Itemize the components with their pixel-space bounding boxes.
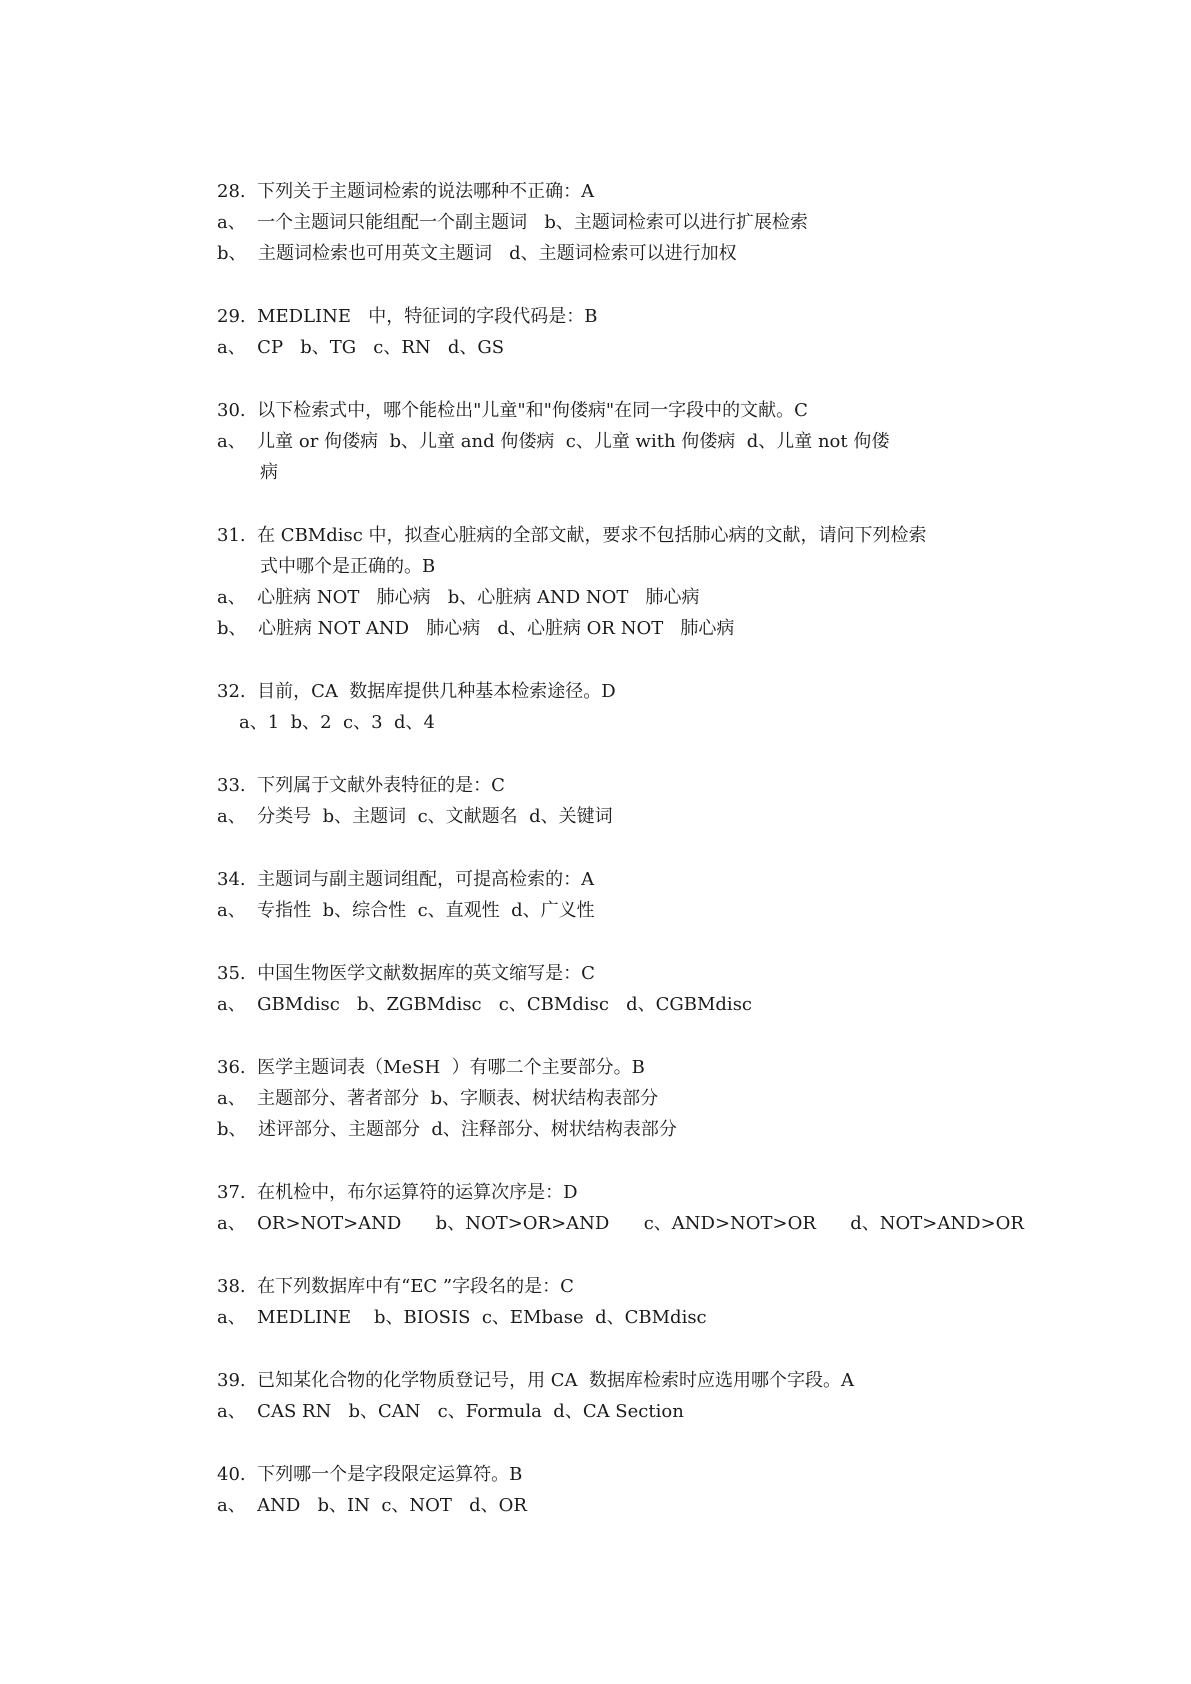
question-stem: 30. 以下检索式中，哪个能检出"儿童"和"佝偻病"在同一字段中的文献。C [217, 400, 808, 421]
document-body [217, 176, 1024, 1553]
question-29 [217, 301, 1017, 363]
option-line: a、 心脏病 NOT 肺心病 b、心脏病 AND NOT 肺心病 [217, 587, 700, 608]
question-33 [217, 770, 1017, 832]
option-line: b、 述评部分、主题部分 d、注释部分、树状结构表部分 [217, 1119, 677, 1140]
option-line: a、 主题部分、著者部分 b、字顺表、树状结构表部分 [217, 1088, 659, 1109]
question-stem-continuation: 式中哪个是正确的。B [260, 556, 436, 577]
question-stem: 31. 在 CBMdisc 中，拟查心脏病的全部文献，要求不包括肺心病的文献，请问下列检索 [217, 525, 927, 546]
option-line: a、1 b、2 c、3 d、4 [239, 712, 435, 733]
question-stem: 36. 医学主题词表（MeSH ）有哪二个主要部分。B [217, 1057, 645, 1078]
option-line: a、 GBMdisc b、ZGBMdisc c、CBMdisc d、CGBMdisc [217, 994, 753, 1015]
option-line: a、 AND b、IN c、NOT d、OR [217, 1495, 527, 1516]
question-31 [217, 520, 1017, 644]
question-stem: 38. 在下列数据库中有“EC ”字段名的是：C [217, 1276, 574, 1297]
question-37 [217, 1177, 1024, 1239]
option-line: a、 分类号 b、主题词 c、文献题名 d、关键词 [217, 806, 613, 827]
question-34 [217, 864, 1017, 926]
option-line: b、 心脏病 NOT AND 肺心病 d、心脏病 OR NOT 肺心病 [217, 618, 735, 639]
question-39 [217, 1365, 1017, 1427]
question-40 [217, 1459, 1017, 1521]
question-stem: 40. 下列哪一个是字段限定运算符。B [217, 1464, 523, 1485]
question-32 [217, 676, 1017, 738]
option-line: a、 儿童 or 佝偻病 b、儿童 and 佝偻病 c、儿童 with 佝偻病 d、儿童 not 佝偻 [217, 431, 890, 452]
option-line: a、 MEDLINE b、BIOSIS c、EMbase d、CBMdisc [217, 1307, 707, 1328]
question-stem: 39. 已知某化合物的化学物质登记号，用 CA 数据库检索时应选用哪个字段。A [217, 1370, 855, 1391]
question-30 [217, 395, 1017, 488]
option-line: b、 主题词检索也可用英文主题词 d、主题词检索可以进行加权 [217, 243, 737, 264]
question-stem: 28. 下列关于主题词检索的说法哪种不正确：A [217, 181, 595, 202]
question-35 [217, 958, 1017, 1020]
question-stem: 34. 主题词与副主题词组配，可提高检索的：A [217, 869, 595, 890]
question-38 [217, 1271, 1017, 1333]
option-line: a、 专指性 b、综合性 c、直观性 d、广义性 [217, 900, 595, 921]
question-28 [217, 176, 1017, 269]
option-line: a、 CP b、TG c、RN d、GS [217, 337, 505, 358]
option-line: a、 CAS RN b、CAN c、Formula d、CA Section [217, 1401, 684, 1422]
option-line: a、 OR>NOT>AND b、NOT>OR>AND c、AND>NOT>OR d、NOT>AND>OR [217, 1213, 1024, 1234]
question-stem: 37. 在机检中，布尔运算符的运算次序是：D [217, 1182, 578, 1203]
question-stem: 35. 中国生物医学文献数据库的英文缩写是：C [217, 963, 595, 984]
question-stem: 29. MEDLINE 中，特征词的字段代码是：B [217, 306, 598, 327]
question-36 [217, 1052, 1017, 1145]
question-stem: 33. 下列属于文献外表特征的是：C [217, 775, 505, 796]
option-line-continuation: 病 [260, 462, 278, 483]
option-line: a、 一个主题词只能组配一个副主题词 b、主题词检索可以进行扩展检索 [217, 212, 808, 233]
question-stem: 32. 目前，CA 数据库提供几种基本检索途径。D [217, 681, 616, 702]
